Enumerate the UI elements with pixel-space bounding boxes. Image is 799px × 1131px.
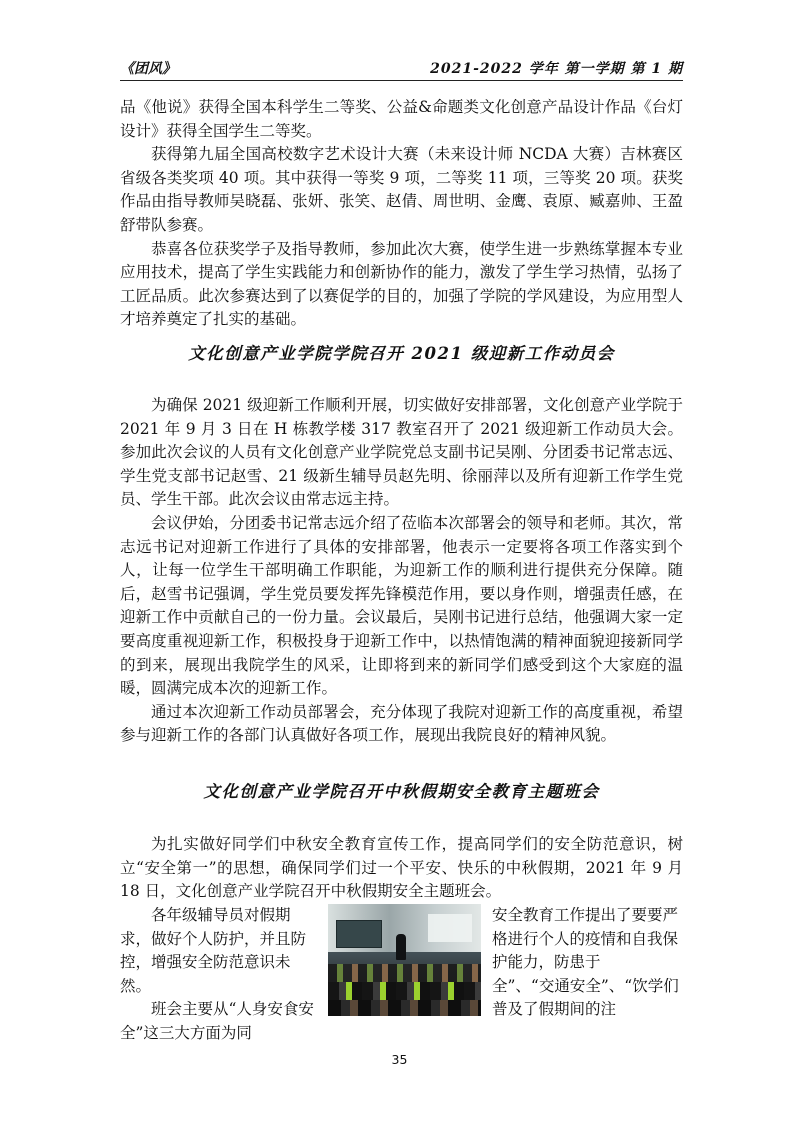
section-safety-class — [120, 833, 683, 904]
photo-audience-row — [328, 1000, 481, 1016]
paragraph: 为确保 2021 级迎新工作顺利开展，切实做好安排部署，文化创意产业学院于 2021 年 9 月 3 日在 H 栋教学楼 317 教室召开了 2021 级迎新工作动员大会。参加此次会议的人员有文化创意产业学院党总支副书记吴刚、分团委书记常志远、学生党支部书记赵雪、21 级新生辅导员赵先明、徐丽萍以及所有迎新工作学生党员、学生干部。此次会议由常志远主持。 — [120, 396, 683, 509]
issue-info: 2021-2022 学年 第一学期 第 1 期 — [430, 61, 683, 77]
left-text-column — [120, 904, 320, 1046]
page-header — [120, 54, 683, 81]
section-welcome-meeting — [120, 394, 683, 748]
photo-projector-screen — [428, 914, 472, 942]
paragraph: 通过本次迎新工作动员部署会，充分体现了我院对迎新工作的高度重视，希望参与迎新工作的各部门认真做好各项工作，展现出我院良好的精神风貌。 — [120, 702, 683, 745]
classroom-photo — [328, 904, 481, 1016]
photo-audience-row — [328, 964, 481, 984]
heading-safety-class: 文化创意产业学院召开中秋假期安全教育主题班会 — [203, 782, 600, 801]
paragraph: 各年级辅导员对假期求，做好个人防护，并且防控，增强安全防范意识未然。 — [120, 906, 307, 995]
photo-blackboard — [336, 920, 382, 948]
paragraph: 获得第九届全国高校数字艺术设计大赛（未来设计师 NCDA 大赛）吉林赛区省级各类奖项 40 项。其中获得一等奖 9 项，二等奖 11 项，三等奖 20 项。获奖作品由指导教师吴晓磊、张妍、张笑、赵倩、周世明、金鹰、袁原、臧嘉帅、王盈舒带队参赛。 — [120, 145, 683, 234]
paragraph: 全”、“交通安全”、“饮学们普及了假期间的注 — [492, 976, 679, 1019]
page-number: 35 — [391, 1052, 408, 1067]
paragraph: 安全教育工作提出了要要严格进行个人的疫情和自我保护能力，防患于 — [492, 906, 679, 972]
section-awards — [120, 96, 683, 332]
photo-audience-row — [328, 982, 481, 1002]
paragraph: 班会主要从“人身安食安全”这三大方面为同 — [120, 1000, 314, 1042]
right-text-column — [492, 904, 683, 1022]
section-heading — [120, 340, 683, 364]
paragraph: 会议伊始，分团委书记常志远介绍了莅临本次部署会的领导和老师。其次，常志远书记对迎新工作进行了具体的安排部署，他表示一定要将各项工作落实到个人，让每一位学生干部明确工作职能，为迎新工作的顺利进行提供充分保障。随后，赵雪书记强调，学生党员要发挥先锋模范作用，要以身作则，增强责任感，在迎新工作中贡献自己的一份力量。会议最后，吴刚书记进行总结，他强调大家一定要高度重视迎新工作，积极投身于迎新工作中，以热情饱满的精神面貌迎接新同学的到来，展现出我院学生的风采，让即将到来的新同学们感受到这个大家庭的温暖，圆满完成本次的迎新工作。 — [120, 513, 683, 698]
paragraph: 品《他说》获得全国本科学生二等奖、公益&命题类文化创意产品设计作品《台灯设计》获得全国学生二等奖。 — [120, 98, 683, 140]
section-heading — [120, 778, 683, 802]
journal-title: 《团风》 — [120, 61, 176, 77]
paragraph: 为扎实做好同学们中秋安全教育宣传工作，提高同学们的安全防范意识，树立“安全第一”的思想，确保同学们过一个平安、快乐的中秋假期，2021 年 9 月 18 日，文化创意产业学院召开中秋假期安全主题班会。 — [120, 835, 683, 901]
paragraph: 恭喜各位获奖学子及指导教师，参加此次大赛，使学生进一步熟练掌握本专业应用技术，提高了学生实践能力和创新协作的能力，激发了学生学习热情，弘扬了工匠品质。此次参赛达到了以赛促学的目的，加强了学院的学风建设，为应用型人才培养奠定了扎实的基础。 — [120, 239, 683, 329]
photo-speaker-figure — [396, 934, 406, 960]
heading-welcome-meeting: 文化创意产业学院学院召开 2021 级迎新工作动员会 — [188, 344, 615, 363]
